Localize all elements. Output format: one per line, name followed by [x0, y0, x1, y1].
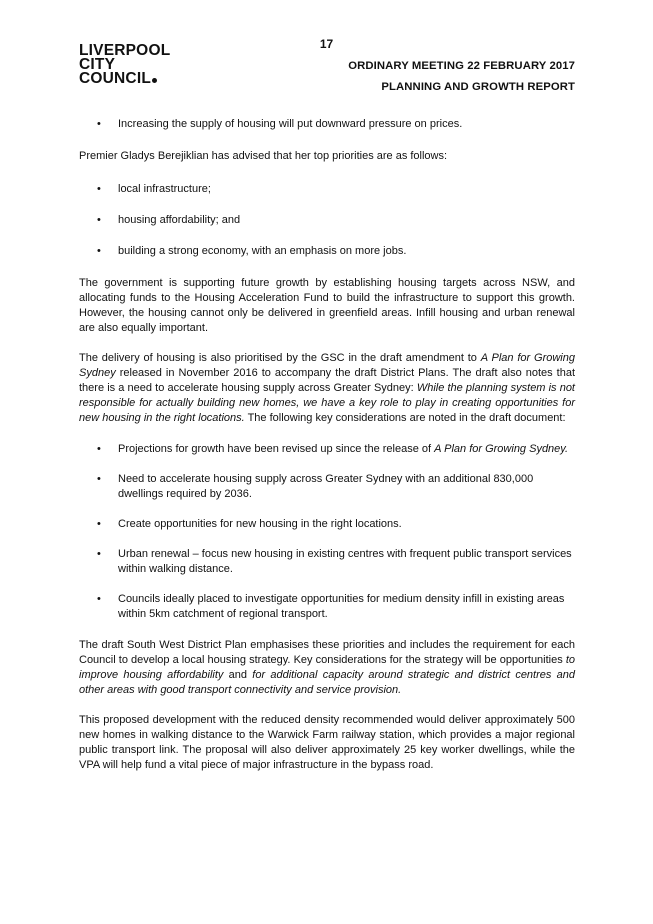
bullet-icon: • — [97, 245, 101, 257]
logo-line-2: CITY — [79, 56, 116, 73]
list-item: • Create opportunities for new housing in the right locations. — [97, 518, 402, 530]
list-item-text: housing affordability; and — [118, 214, 241, 226]
list-item: • Projections for growth have been revised up since the release of A Plan for Growing Sydney. — [97, 443, 569, 455]
bullet-icon: • — [97, 183, 101, 195]
bullet-icon: • — [97, 118, 101, 130]
paragraph-district-plan: The draft South West District Plan emphasises these priorities and includes the requirement for each Council to develop a local housing strategy. Key considerations for the strategy will be opportunities to improve housing affordability and for additional capacity around strategic and district centres and other areas with good transport connectivity and service provision. — [79, 639, 575, 696]
list-item-text: Increasing the supply of housing will put downward pressure on prices. — [118, 118, 463, 130]
logo-line-1: LIVERPOOL — [79, 42, 171, 59]
paragraph-proposal: This proposed development with the reduced density recommended would deliver approximately 500 new homes in walking distance to the Warwick Farm railway station, which provides a major regional public transport link. The proposal will also deliver approximately 25 key worker dwellings, while the VPA will help fund a vital piece of major infrastructure in the bypass road. — [79, 714, 575, 771]
list-item — [79, 244, 575, 259]
page-number: 17 — [319, 37, 334, 51]
council-logo — [79, 44, 170, 86]
bullet-icon: • — [97, 518, 101, 530]
list-item: • Urban renewal – focus new housing in existing centres with frequent public transport services within walking distance. — [97, 548, 572, 575]
logo-line-3 — [79, 72, 170, 86]
list-item — [79, 182, 575, 197]
considerations-list — [79, 442, 575, 622]
list-item — [79, 213, 575, 228]
list-item: • Need to accelerate housing supply across Greater Sydney with an additional 830,000 dwellings required by 2036. — [97, 473, 534, 500]
bullet-icon: • — [97, 443, 101, 455]
list-item — [79, 117, 575, 132]
priorities-list — [79, 182, 575, 259]
list-item: • Councils ideally placed to investigate opportunities for medium density infill in existing areas within 5km catchment of regional transport. — [97, 593, 565, 620]
bullet-icon: • — [97, 548, 101, 560]
report-body — [79, 117, 575, 773]
logo-mark-icon — [152, 78, 157, 83]
logo-line-3-text: COUNCIL — [79, 70, 152, 87]
paragraph-gsc: The delivery of housing is also prioritised by the GSC in the draft amendment to A Plan for Growing Sydney released in November 2016 to accompany the draft District Plans. The draft also notes that there is a need to accelerate housing supply across Greater Sydney: While the planning system is not responsible for actually building new homes, we have a key role to play in creating opportunities for new housing in the right locations. The following key considerations are noted in the draft document: — [79, 352, 575, 424]
bullet-list-intro — [79, 117, 575, 132]
bullet-icon: • — [97, 593, 101, 605]
bullet-icon: • — [97, 473, 101, 485]
list-item-text: local infrastructure; — [118, 183, 211, 195]
meeting-title: ORDINARY MEETING 22 FEBRUARY 2017 — [348, 60, 575, 72]
bullet-icon: • — [97, 214, 101, 226]
premier-intro: Premier Gladys Berejiklian has advised that her top priorities are as follows: — [79, 150, 448, 162]
paragraph-government: The government is supporting future growth by establishing housing targets across NSW, and allocating funds to the Housing Acceleration Fund to build the infrastructure to support this growth. However, the housing cannot only be delivered in greenfield areas. Infill housing and urban renewal are also equally important. — [79, 277, 575, 334]
report-title: PLANNING AND GROWTH REPORT — [381, 81, 575, 93]
list-item-text: building a strong economy, with an emphasis on more jobs. — [118, 245, 407, 257]
